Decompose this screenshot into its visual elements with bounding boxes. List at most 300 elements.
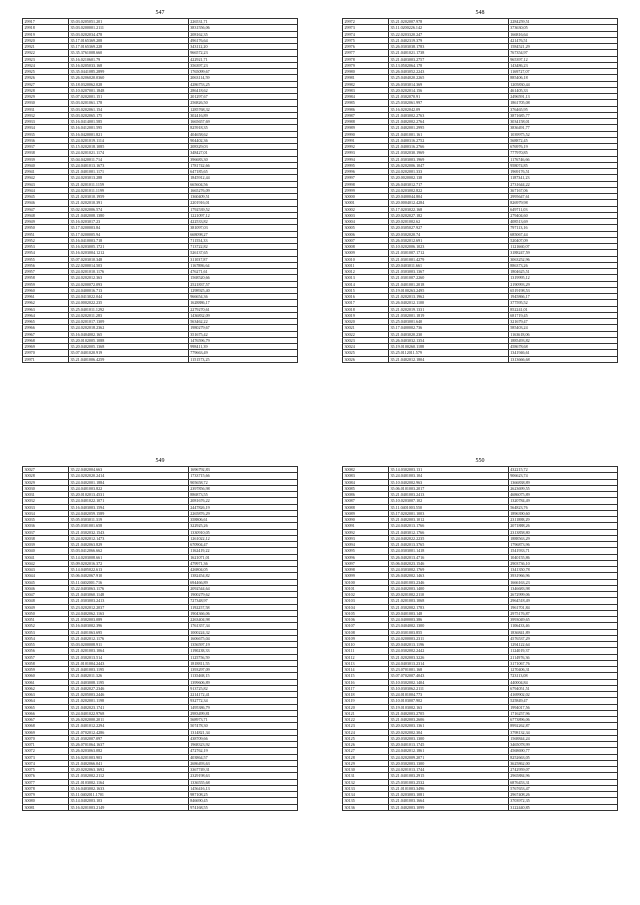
account-code-cell: 35.21.0403060.1148	[68, 592, 188, 598]
account-code-cell: 35.20.0402013.1196	[388, 642, 508, 648]
account-code-cell: 35.21.0401001.2018	[388, 281, 508, 287]
account-code-cell: 35.24.0202009.2071	[388, 754, 508, 760]
amount-cell: 166816,64	[508, 31, 617, 37]
row-number-cell: 29987	[343, 112, 389, 118]
row-number-cell: 29972	[343, 19, 389, 25]
amount-cell: 1040155,86	[508, 554, 617, 560]
account-code-cell: 35.24.0201013.1744	[388, 767, 508, 773]
row-number-cell: 29984	[343, 94, 389, 100]
row-number-cell: 30058	[23, 660, 69, 666]
amount-cell: 3625862,00	[508, 760, 617, 766]
amount-cell: 3034158,01	[508, 119, 617, 125]
amount-cell: 846690,45	[188, 798, 297, 804]
account-code-cell: 35.17.0400002.736	[388, 325, 508, 331]
row-number-cell: 29935	[23, 131, 69, 137]
account-code-cell: 35.21.0202019.1331	[388, 306, 508, 312]
row-number-cell: 30121	[343, 710, 389, 716]
row-number-cell: 30125	[343, 735, 389, 741]
row-number-cell: 29975	[343, 37, 389, 43]
account-code-cell: 35.21.0402001.2995	[388, 125, 508, 131]
amount-cell: 358806,61	[188, 517, 297, 523]
amount-cell: 1476596,79	[188, 337, 297, 343]
account-code-cell: 35.21.0401003.1664	[388, 798, 508, 804]
account-code-cell: 35.13.0502064.178	[388, 62, 508, 68]
row-number-cell: 30054	[23, 635, 69, 641]
row-number-cell: 29943	[23, 181, 69, 187]
amount-cell: 1399606,89	[188, 679, 297, 685]
row-number-cell: 30009	[343, 250, 389, 256]
account-code-cell: 35.26.0206020.0360	[68, 75, 188, 81]
amount-cell: 2983499,81	[188, 710, 297, 716]
account-code-cell: 35.20.0402005.1368	[68, 344, 188, 350]
account-code-cell: 35.21.0302002.2112	[68, 773, 188, 779]
ledger-page-550	[330, 456, 630, 894]
account-code-cell: 35.22.0203320.247	[388, 31, 508, 37]
row-number-cell: 30128	[343, 754, 389, 760]
account-code-cell: 35.10.0202006.1023	[388, 244, 508, 250]
row-number-cell: 29932	[23, 112, 69, 118]
amount-cell: 1796873,96	[508, 542, 617, 548]
row-number-cell: 29997	[343, 175, 389, 181]
amount-cell: 404658,62	[188, 131, 297, 137]
account-code-cell: 35.21.0302002.1783	[388, 604, 508, 610]
account-code-cell: 35.20.0301003.855	[388, 629, 508, 635]
account-code-cell: 35.16.0412001.595	[68, 125, 188, 131]
row-number-cell: 30073	[23, 754, 69, 760]
amount-cell: 507478,30	[188, 723, 297, 729]
row-number-cell: 29991	[343, 137, 389, 143]
account-code-cell: 35.21.0400316.2752	[388, 137, 508, 143]
amount-cell: 1314821,34	[188, 729, 297, 735]
amount-cell: 2496591,13	[508, 94, 617, 100]
account-code-cell: 35.21.0202001.1198	[68, 698, 188, 704]
amount-cell: 6519198,53	[508, 287, 617, 293]
row-number-cell: 29962	[23, 300, 69, 306]
row-number-cell: 29934	[23, 125, 69, 131]
account-code-cell: 35.21.0303003.1367	[388, 269, 508, 275]
account-code-cell: 35.03.0202034.478	[68, 31, 188, 37]
account-code-cell: 35.25.0112011.579	[388, 350, 508, 356]
row-number-cell: 30015	[343, 287, 389, 293]
amount-cell: 3993049,65	[508, 617, 617, 623]
amount-cell: 1781742,66	[188, 162, 297, 168]
row-number-cell: 29947	[23, 206, 69, 212]
amount-cell: 472762,19	[188, 748, 297, 754]
account-code-cell: 35.20.0020002.138	[388, 175, 508, 181]
account-code-cell: 35.16.0201003.2149	[68, 804, 188, 810]
row-number-cell: 30075	[23, 767, 69, 773]
amount-cell: 647185,65	[188, 169, 297, 175]
row-number-cell: 29926	[23, 75, 69, 81]
amount-cell: 1980279,67	[188, 325, 297, 331]
account-code-cell: 35.16.0410003.718	[68, 237, 188, 243]
account-code-cell: 35.11.0402001.716	[68, 579, 188, 585]
row-number-cell: 30046	[23, 585, 69, 591]
row-number-cell: 30078	[23, 785, 69, 791]
account-code-cell: 35.20.0403011.661	[388, 262, 508, 268]
row-number-cell: 30074	[23, 760, 69, 766]
amount-cell: 422921,71	[188, 56, 297, 62]
account-code-cell: 35.26.0701064.1637	[68, 742, 188, 748]
account-code-cell: 35.10.0303062.2111	[388, 685, 508, 691]
row-number-cell: 29983	[343, 87, 389, 93]
account-code-cell: 35.19.0103002.163	[388, 704, 508, 710]
account-code-cell: 35.21.0402012.1176	[68, 635, 188, 641]
amount-cell: 226531,71	[188, 19, 297, 25]
amount-cell: 2397856,98	[188, 485, 297, 491]
row-number-cell: 30115	[343, 673, 389, 679]
amount-cell: 426804,05	[188, 567, 297, 573]
amount-cell: 1393297,09	[188, 667, 297, 673]
account-code-cell: 35.21.0303003.2413	[68, 598, 188, 604]
account-code-cell: 35.06.0402023.1546	[388, 560, 508, 566]
amount-cell: 1294122,64	[508, 642, 617, 648]
row-number-cell: 30025	[343, 350, 389, 356]
account-code-cell: 35.20.0302003.1300	[388, 735, 508, 741]
row-number-cell: 30101	[343, 585, 389, 591]
account-code-cell: 35.24.0402013.1766	[388, 523, 508, 529]
row-number-cell: 30001	[343, 200, 389, 206]
amount-cell: 1135468,15	[188, 673, 297, 679]
account-code-cell: 35.21.0201003.1068	[388, 598, 508, 604]
amount-cell: 966572,23	[188, 50, 297, 56]
row-number-cell: 29927	[23, 81, 69, 87]
account-code-cell: 35.24.0203002.822	[388, 187, 508, 193]
row-number-cell: 30124	[343, 729, 389, 735]
amount-cell: 1163618,06	[508, 331, 617, 337]
amount-cell: 1356597,19	[188, 642, 297, 648]
page-number: 548	[475, 10, 485, 16]
amount-cell: 3465078,99	[508, 742, 617, 748]
account-code-cell: 35.26.0403012.717	[388, 181, 508, 187]
amount-cell: 668098,27	[188, 231, 297, 237]
account-code-cell: 35.21.0203010.1959	[68, 194, 188, 200]
account-code-cell: 35.06.0402067.910	[68, 573, 188, 579]
amount-cell: 676976,19	[508, 144, 617, 150]
row-number-cell: 30067	[23, 717, 69, 723]
account-code-cell: 35.16.0403003.1594	[68, 504, 188, 510]
amount-cell: 2081676,22	[188, 498, 297, 504]
row-number-cell: 29968	[23, 337, 69, 343]
amount-cell: 208162,35	[188, 31, 297, 37]
row-number-cell: 30071	[23, 742, 69, 748]
account-code-cell: 35.04.0420011.714	[68, 156, 188, 162]
account-code-cell: 35.11.0402011.1701	[68, 792, 188, 798]
account-code-cell: 35.21.0401001.161	[388, 131, 508, 137]
amount-cell: 2071888,26	[508, 523, 617, 529]
row-number-cell: 30091	[343, 523, 389, 529]
amount-cell: 3063252,96	[508, 256, 617, 262]
row-number-cell: 29973	[343, 25, 389, 31]
account-code-cell: 35.21.0302030.1969	[388, 150, 508, 156]
amount-cell: 3831556,06	[188, 25, 297, 31]
row-number-cell: 30027	[23, 467, 69, 473]
row-number-cell: 30044	[23, 573, 69, 579]
amount-cell: 2114976,36	[508, 654, 617, 660]
amount-cell: 974168,55	[188, 804, 297, 810]
account-code-cell: 35.03.0200001.2111	[68, 25, 188, 31]
row-number-cell: 29924	[23, 62, 69, 68]
amount-cell: 3703972,35	[508, 798, 617, 804]
amount-cell: 4686075,89	[508, 492, 617, 498]
amount-cell: 779663,49	[188, 350, 297, 356]
row-number-cell: 29936	[23, 137, 69, 143]
row-number-cell: 29920	[23, 37, 69, 43]
amount-cell: 2265876,29	[188, 510, 297, 516]
account-code-cell: 35.22.0402004.663	[68, 467, 188, 473]
account-code-cell: 35.21.0401021.1738	[388, 50, 508, 56]
amount-cell: 905658,72	[188, 479, 297, 485]
account-code-cell: 35.25.0404020.2265	[388, 75, 508, 81]
row-number-cell: 29940	[23, 162, 69, 168]
amount-cell: 1190238,33	[188, 648, 297, 654]
row-number-cell: 29933	[23, 119, 69, 125]
account-code-cell: 35.17.0200005.94	[68, 231, 188, 237]
amount-cell: 965397,12	[508, 56, 617, 62]
row-number-cell: 30031	[23, 492, 69, 498]
row-number-cell: 30136	[343, 804, 389, 810]
account-code-cell: 35.21.0401003.2413	[388, 492, 508, 498]
account-code-cell: 35.20.0102005.1088	[68, 337, 188, 343]
amount-cell: 286418,62	[188, 87, 297, 93]
ledger-page-547	[10, 8, 310, 446]
row-number-cell: 30033	[23, 504, 69, 510]
amount-cell: 476271,61	[188, 269, 297, 275]
account-code-cell: 35.16.0203004.1212	[68, 250, 188, 256]
account-code-cell: 35.21.0403012.1766	[388, 529, 508, 535]
account-code-cell: 35.03.0205051.201	[68, 19, 188, 25]
account-code-cell: 35.21.0401001.1171	[68, 169, 188, 175]
row-number-cell: 30060	[23, 673, 69, 679]
account-code-cell: 35.14.0402003.103	[68, 798, 188, 804]
row-number-cell: 29977	[343, 50, 389, 56]
amount-cell: 2965884,96	[508, 773, 617, 779]
row-number-cell: 30005	[343, 225, 389, 231]
amount-cell: 525849,47	[508, 698, 617, 704]
amount-cell: 904402,36	[188, 137, 297, 143]
amount-cell: 256826,50	[188, 100, 297, 106]
amount-cell: 4576537,29	[508, 635, 617, 641]
amount-cell: 2731644,22	[508, 181, 617, 187]
row-number-cell: 30011	[343, 262, 389, 268]
amount-cell: 1341350,78	[508, 567, 617, 573]
account-code-cell: 35.25.0401011.1292	[68, 306, 188, 312]
row-number-cell: 30119	[343, 698, 389, 704]
account-code-cell: 35.21.0201011.1159	[68, 181, 188, 187]
account-code-cell: 35.21.0301007.2260	[388, 275, 508, 281]
row-number-cell: 30006	[343, 231, 389, 237]
account-code-cell: 35.24.0401022.1071	[68, 498, 188, 504]
row-number-cell: 30050	[23, 610, 69, 616]
amount-cell: 356397,23	[188, 62, 297, 68]
amount-cell: 377595,52	[508, 300, 617, 306]
amount-cell: 3798132,34	[508, 729, 617, 735]
amount-cell: 1804625,51	[508, 269, 617, 275]
row-number-cell: 29964	[23, 312, 69, 318]
amount-cell: 440004,84	[508, 679, 617, 685]
row-number-cell: 30064	[23, 698, 69, 704]
amount-cell: 2623699,55	[508, 485, 617, 491]
account-code-cell: 35.21.0201003.1064	[68, 648, 188, 654]
account-code-cell: 35.21.0101004.2443	[68, 660, 188, 666]
account-code-cell: 35.26.0202000.2011	[68, 717, 188, 723]
row-number-cell: 30034	[23, 510, 69, 516]
amount-cell: 1125756,59	[188, 654, 297, 660]
row-number-cell: 29954	[23, 250, 69, 256]
row-number-cell: 29929	[23, 94, 69, 100]
account-code-cell: 35.21.0101003.3496	[388, 785, 508, 791]
row-number-cell: 30003	[343, 212, 389, 218]
amount-cell: 713722,82	[188, 244, 297, 250]
account-code-cell: 35.21.0402319.379	[388, 37, 508, 43]
account-code-cell: 35.26.0402002.1463	[388, 573, 508, 579]
account-code-cell: 35.06.0101003.2017	[388, 485, 508, 491]
account-code-cell: 35.20.0201002.62	[388, 219, 508, 225]
row-number-cell: 30040	[23, 548, 69, 554]
account-code-cell: 35.10.0302002.1404	[388, 679, 508, 685]
amount-cell: 2279270,61	[188, 306, 297, 312]
account-code-cell: 35.21.0302070.91	[388, 94, 508, 100]
row-number-cell: 30016	[343, 294, 389, 300]
amount-cell: 1904366,06	[188, 610, 297, 616]
account-code-cell: 35.20.0202003.1361	[388, 723, 508, 729]
account-code-cell: 35.24.0201021.1174	[68, 150, 188, 156]
row-number-cell: 30051	[23, 617, 69, 623]
row-number-cell: 30076	[23, 773, 69, 779]
account-code-cell: 35.17.0202001.1003	[388, 510, 508, 516]
amount-cell: 1900279,62	[188, 592, 297, 598]
row-number-cell: 29974	[343, 31, 389, 37]
amount-cell: 2521837,57	[188, 281, 297, 287]
amount-cell: 1221097,12	[188, 212, 297, 218]
row-number-cell: 30104	[343, 604, 389, 610]
row-number-cell: 30113	[343, 660, 389, 666]
row-number-cell: 30070	[23, 735, 69, 741]
account-code-cell: 35.24.0403013.2314	[388, 660, 508, 666]
row-number-cell: 30002	[343, 206, 389, 212]
row-number-cell: 30132	[343, 779, 389, 785]
amount-cell: 1665657,69	[188, 119, 297, 125]
account-code-cell: 35.18.0320062.028	[68, 81, 188, 87]
row-number-cell: 30043	[23, 567, 69, 573]
amount-cell: 1320784,49	[508, 498, 617, 504]
amount-cell: 367167,06	[508, 187, 617, 193]
amount-cell: 520407,09	[508, 237, 617, 243]
amount-cell: 1761357,34	[188, 623, 297, 629]
row-number-cell: 29960	[23, 287, 69, 293]
account-code-cell: 35.24.0413022.044	[68, 294, 188, 300]
amount-cell: 1192257,58	[188, 604, 297, 610]
row-number-cell: 29939	[23, 156, 69, 162]
account-code-cell: 35.20.0202002.304	[388, 729, 508, 735]
row-number-cell: 30045	[23, 579, 69, 585]
account-code-cell: 35.16.0203017.23	[68, 219, 188, 225]
account-code-cell: 35.21.0402011.326	[68, 673, 188, 679]
account-code-cell: 35.20.0202014.156	[388, 87, 508, 93]
amount-cell: 727348,97	[188, 598, 297, 604]
amount-cell: 3188247,59	[508, 250, 617, 256]
amount-cell: 1568520,66	[188, 275, 297, 281]
amount-cell: 1845912,44	[188, 175, 297, 181]
amount-cell: 1606675,04	[188, 635, 297, 641]
amount-cell: 1341946,61	[508, 350, 617, 356]
account-code-cell: 35.16.0202042.09	[388, 106, 508, 112]
amount-cell: 685067,44	[508, 231, 617, 237]
amount-cell: 381097,03	[188, 225, 297, 231]
row-number-cell: 30038	[23, 535, 69, 541]
account-code-cell: 35.20.0202027.182	[388, 212, 508, 218]
account-code-cell: 35.21.0402027.2346	[68, 685, 188, 691]
row-number-cell: 29942	[23, 175, 69, 181]
amount-cell: 1169727,07	[508, 69, 617, 75]
amount-cell: 1187341,23	[508, 175, 617, 181]
amount-cell: 2995647,61	[508, 194, 617, 200]
account-code-cell: 35.26.0402013.4716	[388, 554, 508, 560]
amount-cell: 6794051,51	[508, 685, 617, 691]
row-number-cell: 30117	[343, 685, 389, 691]
account-code-cell: 35.17.0165369.228	[68, 44, 188, 50]
account-code-cell: 35.21.0401003.1195	[68, 667, 188, 673]
account-code-cell: 35.24.0401013.1673	[68, 162, 188, 168]
row-number-cell: 30099	[343, 573, 389, 579]
row-number-cell: 29993	[343, 150, 389, 156]
account-code-cell: 35.21.0402013.3765	[388, 542, 508, 548]
amount-cell: 2190993,29	[508, 281, 617, 287]
row-number-cell: 30042	[23, 560, 69, 566]
account-code-cell: 35.21.0403002.2763	[388, 112, 508, 118]
account-code-cell: 35.24.0402022.2235	[388, 535, 508, 541]
account-code-cell: 35.20.0401013.1745	[388, 742, 508, 748]
account-code-cell: 35.07.0203010.348	[68, 256, 188, 262]
amount-cell: 3122440,85	[508, 804, 617, 810]
amount-cell: 421476,51	[508, 37, 617, 43]
amount-cell: 4568690,77	[508, 748, 617, 754]
row-number-cell: 30109	[343, 635, 389, 641]
account-code-cell: 35.25.0403001.640	[388, 319, 508, 325]
amount-cell: 1285768,32	[188, 106, 297, 112]
amount-cell: 2092544,64	[188, 585, 297, 591]
row-number-cell: 30089	[343, 510, 389, 516]
amount-cell: 886373,26	[508, 262, 617, 268]
table-row	[23, 804, 298, 810]
account-code-cell: 35.03.0201061.178	[68, 100, 188, 106]
amount-cell: 723113,08	[508, 673, 617, 679]
row-number-cell: 29930	[23, 100, 69, 106]
amount-cell: 913725,82	[188, 685, 297, 691]
row-number-cell: 29951	[23, 231, 69, 237]
amount-cell: 2686493,63	[188, 760, 297, 766]
row-number-cell: 30039	[23, 542, 69, 548]
row-number-cell: 29945	[23, 194, 69, 200]
amount-cell: 422533,82	[188, 219, 297, 225]
row-number-cell: 30021	[343, 325, 389, 331]
row-number-cell: 29918	[23, 25, 69, 31]
account-code-cell: 35.24.0201011.1199	[68, 187, 188, 193]
account-code-cell: 35.20.0004012.4284	[388, 200, 508, 206]
amount-cell: 208329,03	[188, 144, 297, 150]
account-code-cell: 35.24.0201017.1309	[68, 319, 188, 325]
account-code-cell: 35.07.0401020.919	[68, 350, 188, 356]
amount-cell: 987108,25	[188, 792, 297, 798]
account-code-cell: 35.24.0203013.288	[68, 175, 188, 181]
amount-cell: 3836491,77	[508, 125, 617, 131]
account-code-cell: 35.24.0401003.822	[68, 485, 188, 491]
account-code-cell: 35.09.0202016.372	[68, 560, 188, 566]
account-code-cell: 35.21.0205003.2446	[68, 692, 188, 698]
account-code-cell: 35.21.0203003.1081	[388, 792, 508, 798]
amount-cell: 681719,45	[508, 312, 617, 318]
amount-cell: 1456416,13	[188, 785, 297, 791]
